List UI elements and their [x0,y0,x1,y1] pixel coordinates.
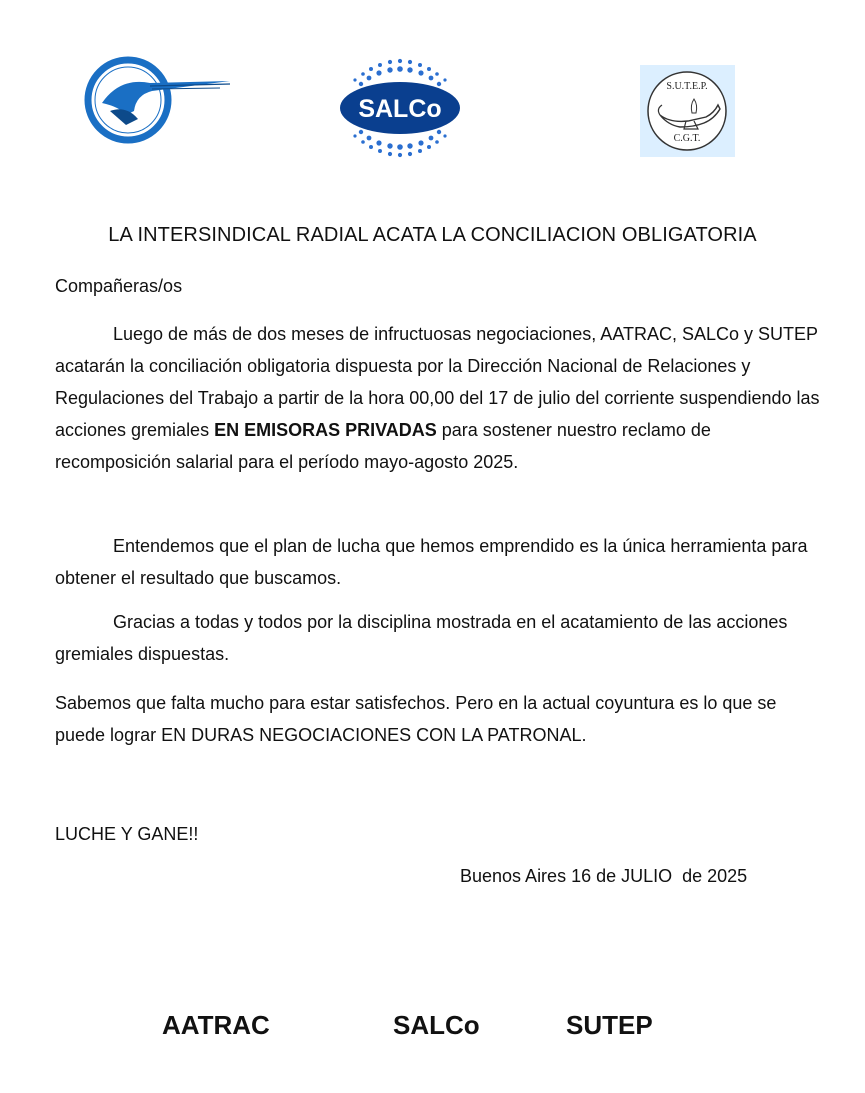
salco-logo [335,50,465,165]
sutep-logo-bottom: C.G.T. [673,133,701,144]
closing-slogan: LUCHE Y GANE!! [55,824,199,844]
dateline: Buenos Aires 16 de JULIO de 2025 [460,866,748,886]
paragraph-1 [55,318,825,478]
salco-logo-text: SALCo [358,95,442,123]
paragraph-1-bold: EN EMISORAS PRIVADAS [214,420,437,440]
sutep-logo [640,65,735,157]
signature-aatrac: AATRAC [162,1010,270,1040]
signature-salco: SALCo [393,1010,480,1040]
paragraph-3: Gracias a todas y todos por la disciplina mostrada en el acatamiento de las acciones gremiales dispuestas. [55,612,788,664]
paragraph-1-end: para sostener nuestro reclamo de recomposición salarial para el período mayo-agosto 2025. [55,420,711,472]
document-title: LA INTERSINDICAL RADIAL ACATA LA CONCILIACION OBLIGATORIA [108,224,757,246]
sutep-logo-top: S.U.T.E.P. [666,81,708,92]
paragraph-1-start: Luego de más de dos meses de infructuosas negociaciones, AATRAC, SALCo y SUTEP acatarán la conciliación obligatoria dispuesta por la Dirección Nacional de Relaciones y Regulaciones del Trabajo a partir de la hora 00,00 del 17 de julio del corriente suspendiendo las acciones gremiales [55,324,820,440]
aatrac-logo [80,55,235,145]
paragraph-2: Entendemos que el plan de lucha que hemos emprendido es la única herramienta para obtener el resultado que buscamos. [55,536,808,588]
salutation: Compañeras/os [55,276,183,296]
paragraph-4: Sabemos que falta mucho para estar satisfechos. Pero en la actual coyuntura es lo que se puede lograr EN DURAS NEGOCIACIONES CON LA PATRONAL. [55,693,777,745]
signature-sutep: SUTEP [566,1010,653,1040]
